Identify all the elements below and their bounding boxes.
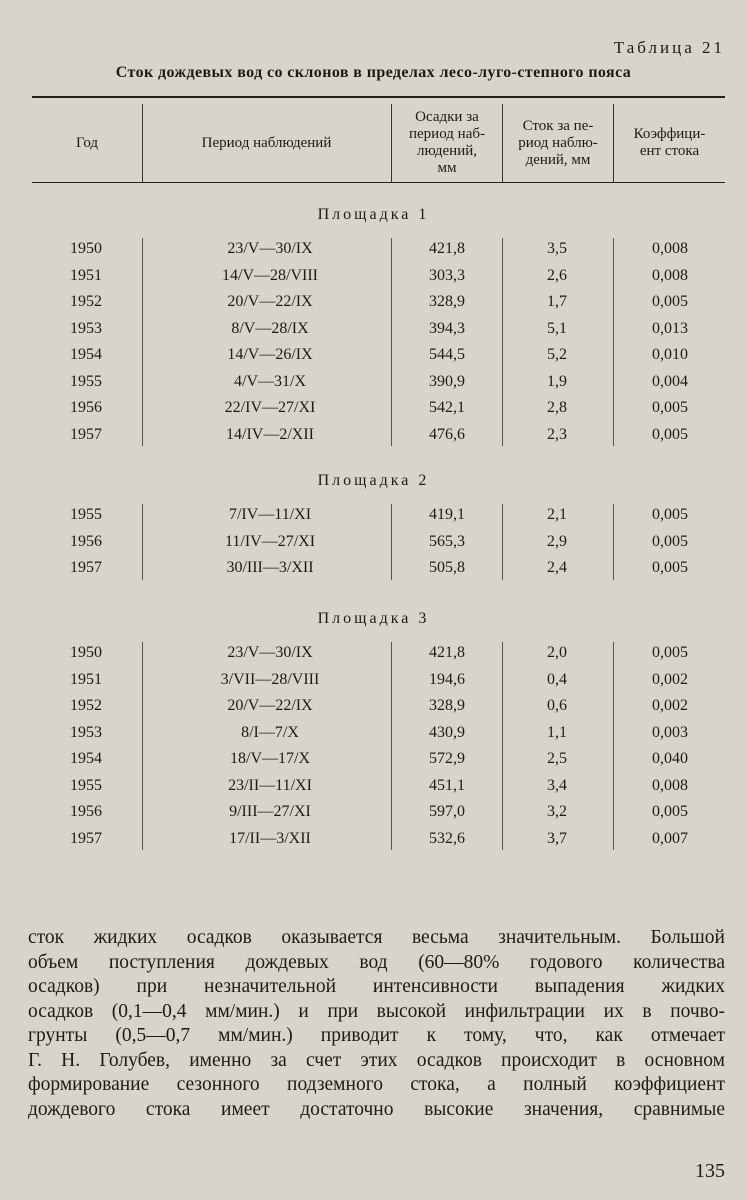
- cell-runoff: 0,4: [547, 670, 567, 688]
- column-divider: [502, 238, 503, 446]
- cell-period: 20/V—22/IX: [227, 697, 313, 714]
- table-row: [0, 671, 747, 697]
- cell-period: 22/IV—27/XI: [224, 399, 316, 416]
- cell-runoff: 2,5: [547, 750, 567, 767]
- cell-coef: 0,013: [652, 319, 688, 337]
- cell-runoff: 2,1: [547, 506, 567, 523]
- cell-period: 8/I—7/X: [241, 723, 299, 741]
- cell-precip: 328,9: [429, 293, 465, 310]
- cell-runoff: 1,9: [547, 372, 567, 390]
- cell-precip: 565,3: [429, 532, 465, 550]
- cell-precip: 572,9: [429, 750, 465, 767]
- cell-precip: 544,5: [429, 346, 465, 363]
- cell-coef: 0,040: [652, 750, 688, 767]
- table-row: [0, 267, 747, 293]
- cell-coef: 0,005: [652, 425, 688, 443]
- header-runoff: Сток за пе- риод наблю- дений, мм: [518, 117, 598, 168]
- header-period: Период наблюдений: [201, 134, 332, 151]
- cell-runoff: 2,9: [547, 532, 567, 550]
- column-divider: [613, 642, 614, 850]
- cell-year: 1957: [70, 829, 102, 847]
- cell-period: 14/IV—2/XII: [226, 425, 314, 443]
- cell-coef: 0,005: [652, 506, 688, 523]
- column-divider: [391, 238, 392, 446]
- body-paragraph: [28, 926, 725, 1122]
- cell-coef: 0,005: [652, 803, 688, 820]
- table-row: [0, 320, 747, 346]
- cell-precip: 390,9: [429, 372, 465, 390]
- cell-coef: 0,005: [652, 293, 688, 310]
- header-precip: Осадки за период наб- людений, мм: [409, 109, 485, 176]
- cell-year: 1952: [70, 697, 102, 714]
- body-line: формирование сезонного подземного стока, а полный коэффициент: [28, 1074, 725, 1095]
- cell-year: 1955: [70, 776, 102, 794]
- cell-coef: 0,010: [652, 346, 688, 363]
- cell-precip: 430,9: [429, 723, 465, 741]
- body-line: объем поступления дождевых вод (60—80% годового количества: [28, 951, 725, 973]
- table-row: [0, 750, 747, 776]
- cell-coef: 0,008: [652, 266, 688, 284]
- table-title: Сток дождевых вод со склонов в пределах лесо-луго-степного пояса: [115, 64, 632, 81]
- cell-coef: 0,005: [652, 399, 688, 416]
- cell-year: 1954: [70, 346, 102, 363]
- header-divider: [391, 104, 392, 182]
- cell-runoff: 2,0: [547, 644, 567, 661]
- column-divider: [391, 642, 392, 850]
- header-coef: Коэффици- ент стока: [633, 126, 706, 159]
- cell-period: 9/III—27/XI: [229, 803, 311, 820]
- header-divider: [613, 104, 614, 182]
- table-row: [0, 426, 747, 452]
- column-divider: [142, 504, 143, 580]
- body-line: осадков) при незначительной интенсивности выпадения жидких: [28, 976, 725, 997]
- cell-period: 14/V—28/VIII: [222, 266, 318, 284]
- cell-coef: 0,008: [652, 776, 688, 794]
- cell-year: 1950: [70, 644, 102, 661]
- cell-runoff: 2,4: [547, 559, 567, 576]
- cell-year: 1950: [70, 240, 102, 257]
- cell-precip: 303,3: [429, 266, 465, 284]
- cell-precip: 532,6: [429, 829, 465, 847]
- cell-period: 17/II—3/XII: [229, 829, 311, 847]
- cell-period: 20/V—22/IX: [227, 293, 313, 310]
- cell-runoff: 2,6: [547, 266, 567, 284]
- table-top-rule: [32, 96, 725, 98]
- cell-year: 1952: [70, 293, 102, 310]
- cell-coef: 0,005: [652, 559, 688, 576]
- cell-period: 8/V—28/IX: [231, 319, 309, 337]
- table-row: [0, 644, 747, 670]
- cell-runoff: 1,7: [547, 293, 567, 310]
- cell-runoff: 3,2: [547, 803, 567, 820]
- cell-precip: 542,1: [429, 399, 465, 416]
- body-line: осадков (0,1—0,4 мм/мин.) и при высокой инфильтрации их в почво-: [28, 1000, 725, 1022]
- cell-runoff: 3,5: [547, 240, 567, 257]
- cell-coef: 0,003: [652, 723, 688, 741]
- cell-period: 3/VII—28/VIII: [220, 670, 320, 688]
- cell-year: 1951: [70, 266, 102, 284]
- cell-coef: 0,004: [652, 372, 688, 390]
- cell-precip: 476,6: [429, 425, 465, 443]
- cell-period: 23/V—30/IX: [227, 644, 313, 661]
- cell-runoff: 3,4: [547, 776, 567, 794]
- table-row: [0, 373, 747, 399]
- cell-coef: 0,005: [652, 644, 688, 661]
- cell-runoff: 1,1: [547, 723, 567, 741]
- table-row: [0, 697, 747, 723]
- table-row: [0, 533, 747, 559]
- table-row: [0, 506, 747, 532]
- body-line: грунты (0,5—0,7 мм/мин.) приводит к тому, что, как отмечает: [28, 1025, 725, 1046]
- cell-period: 23/V—30/IX: [227, 240, 313, 257]
- cell-runoff: 5,2: [547, 346, 567, 363]
- cell-precip: 421,8: [429, 240, 465, 257]
- cell-period: 18/V—17/X: [230, 750, 310, 767]
- cell-coef: 0,002: [652, 697, 688, 714]
- cell-year: 1956: [70, 399, 102, 416]
- cell-precip: 394,3: [429, 319, 465, 337]
- body-line: сток жидких осадков оказывается весьма значительным. Большой: [28, 927, 725, 948]
- cell-runoff: 2,3: [547, 425, 567, 443]
- header-divider: [502, 104, 503, 182]
- cell-coef: 0,005: [652, 532, 688, 550]
- table-row: [0, 830, 747, 856]
- column-divider: [613, 238, 614, 446]
- cell-year: 1954: [70, 750, 102, 767]
- cell-year: 1956: [70, 532, 102, 550]
- cell-precip: 505,8: [429, 559, 465, 576]
- cell-year: 1953: [70, 723, 102, 741]
- header-bottom-rule: [32, 182, 725, 183]
- cell-precip: 194,6: [429, 670, 465, 688]
- header-year: Год: [75, 134, 99, 151]
- page-number: 135: [695, 1160, 725, 1182]
- header-divider: [142, 104, 143, 182]
- table-row: [0, 777, 747, 803]
- cell-period: 30/III—3/XII: [226, 559, 314, 576]
- cell-coef: 0,008: [652, 240, 688, 257]
- column-divider: [142, 642, 143, 850]
- cell-period: 23/II—11/XI: [228, 776, 312, 794]
- cell-runoff: 2,8: [547, 399, 567, 416]
- column-divider: [502, 642, 503, 850]
- cell-year: 1951: [70, 670, 102, 688]
- cell-precip: 421,8: [429, 644, 465, 661]
- cell-runoff: 5,1: [547, 319, 567, 337]
- cell-precip: 328,9: [429, 697, 465, 714]
- cell-period: 7/IV—11/XI: [228, 506, 312, 523]
- table-row: [0, 293, 747, 319]
- cell-period: 14/V—26/IX: [227, 346, 313, 363]
- cell-year: 1955: [70, 372, 102, 390]
- column-divider: [391, 504, 392, 580]
- table-row: [0, 346, 747, 372]
- body-line: Г. Н. Голубев, именно за счет этих осадков происходит в основном: [28, 1049, 725, 1071]
- table-row: [0, 559, 747, 585]
- table-row: [0, 399, 747, 425]
- cell-year: 1957: [70, 425, 102, 443]
- column-divider: [142, 238, 143, 446]
- section-title: Площадка 3: [317, 610, 430, 627]
- table-row: [0, 240, 747, 266]
- cell-period: 4/V—31/X: [234, 372, 306, 390]
- cell-runoff: 0,6: [547, 697, 567, 714]
- cell-period: 11/IV—27/XI: [224, 532, 316, 550]
- cell-precip: 419,1: [429, 506, 465, 523]
- table-row: [0, 724, 747, 750]
- body-line: дождевого стока имеет достаточно высокие значения, сравнимые: [28, 1098, 725, 1120]
- section-title: Площадка 2: [317, 472, 430, 489]
- cell-precip: 451,1: [429, 776, 465, 794]
- cell-year: 1956: [70, 803, 102, 820]
- cell-year: 1953: [70, 319, 102, 337]
- column-divider: [502, 504, 503, 580]
- column-divider: [613, 504, 614, 580]
- cell-runoff: 3,7: [547, 829, 567, 847]
- table-number: Таблица 21: [613, 38, 725, 57]
- cell-year: 1955: [70, 506, 102, 523]
- cell-precip: 597,0: [429, 803, 465, 820]
- section-title: Площадка 1: [317, 206, 430, 223]
- table-row: [0, 803, 747, 829]
- cell-year: 1957: [70, 559, 102, 576]
- cell-coef: 0,002: [652, 670, 688, 688]
- cell-coef: 0,007: [652, 829, 688, 847]
